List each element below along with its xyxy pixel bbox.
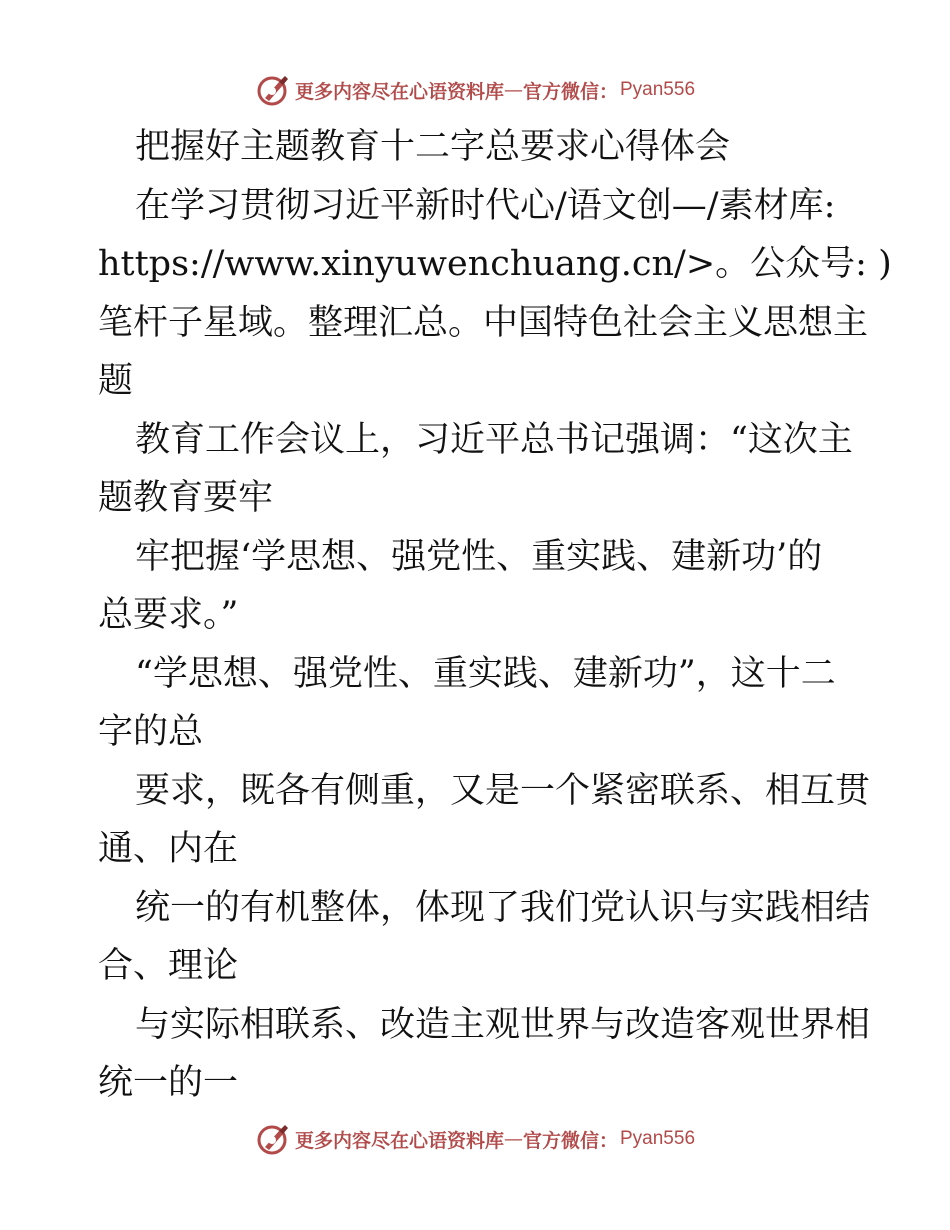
watermark-wechat-label: 官方微信： <box>522 1129 618 1152</box>
watermark-wechat-id: Pyan556 <box>620 1128 696 1149</box>
paragraph-line: 教育工作会议上，习近平总书记强调：“这次主 <box>135 419 853 460</box>
paragraph-line: 统一的一 <box>98 1063 239 1103</box>
watermark-text: 更多内容尽在心语资料库 <box>294 1129 504 1152</box>
watermark-banner-top[interactable] <box>0 70 950 110</box>
paragraph-line: “学思想、强党性、重实践、建新功”，这十二 <box>135 653 836 694</box>
paragraph-line: 与实际相联系、改造主观世界与改造客观世界相 <box>135 1004 871 1045</box>
watermark-wechat-id: Pyan556 <box>620 79 696 100</box>
watermark-text: 更多内容尽在心语资料库 <box>294 80 504 103</box>
pen-logo-icon <box>255 1121 291 1157</box>
paragraph-line: 在学习贯彻习近平新时代心/语文创—/素材库: <box>135 185 836 226</box>
paragraph-line: 笔杆子星域。整理汇总。中国特色社会主义思想主 <box>98 302 869 343</box>
source-url-link[interactable]: https://www.xinyuwenchuang.cn/>。公众号: ) <box>98 244 892 284</box>
paragraph-line: 牢把握‘学思想、强党性、重实践、建新功’的 <box>135 536 823 577</box>
paragraph-line: 总要求。” <box>98 595 239 635</box>
paragraph-line: 字的总 <box>98 712 204 752</box>
pen-logo-icon <box>255 72 291 108</box>
watermark-dash: — <box>503 1128 523 1150</box>
paragraph-line: 通、内在 <box>98 829 239 869</box>
paragraph-line: 题 <box>98 361 134 401</box>
watermark-banner-bottom[interactable] <box>0 1119 950 1159</box>
watermark-dash: — <box>503 79 523 101</box>
paragraph-line: 合、理论 <box>98 946 239 986</box>
paragraph-line: 题教育要牢 <box>98 478 274 518</box>
paragraph-line: 要求，既各有侧重，又是一个紧密联系、相互贯 <box>135 770 871 811</box>
document-body <box>98 118 892 1113</box>
watermark-wechat-label: 官方微信： <box>522 80 618 103</box>
paragraph-line-url <box>98 235 892 294</box>
doc-title: 把握好主题教育十二字总要求心得体会 <box>135 127 731 167</box>
paragraph-line: 统一的有机整体，体现了我们党认识与实践相结 <box>135 887 871 928</box>
